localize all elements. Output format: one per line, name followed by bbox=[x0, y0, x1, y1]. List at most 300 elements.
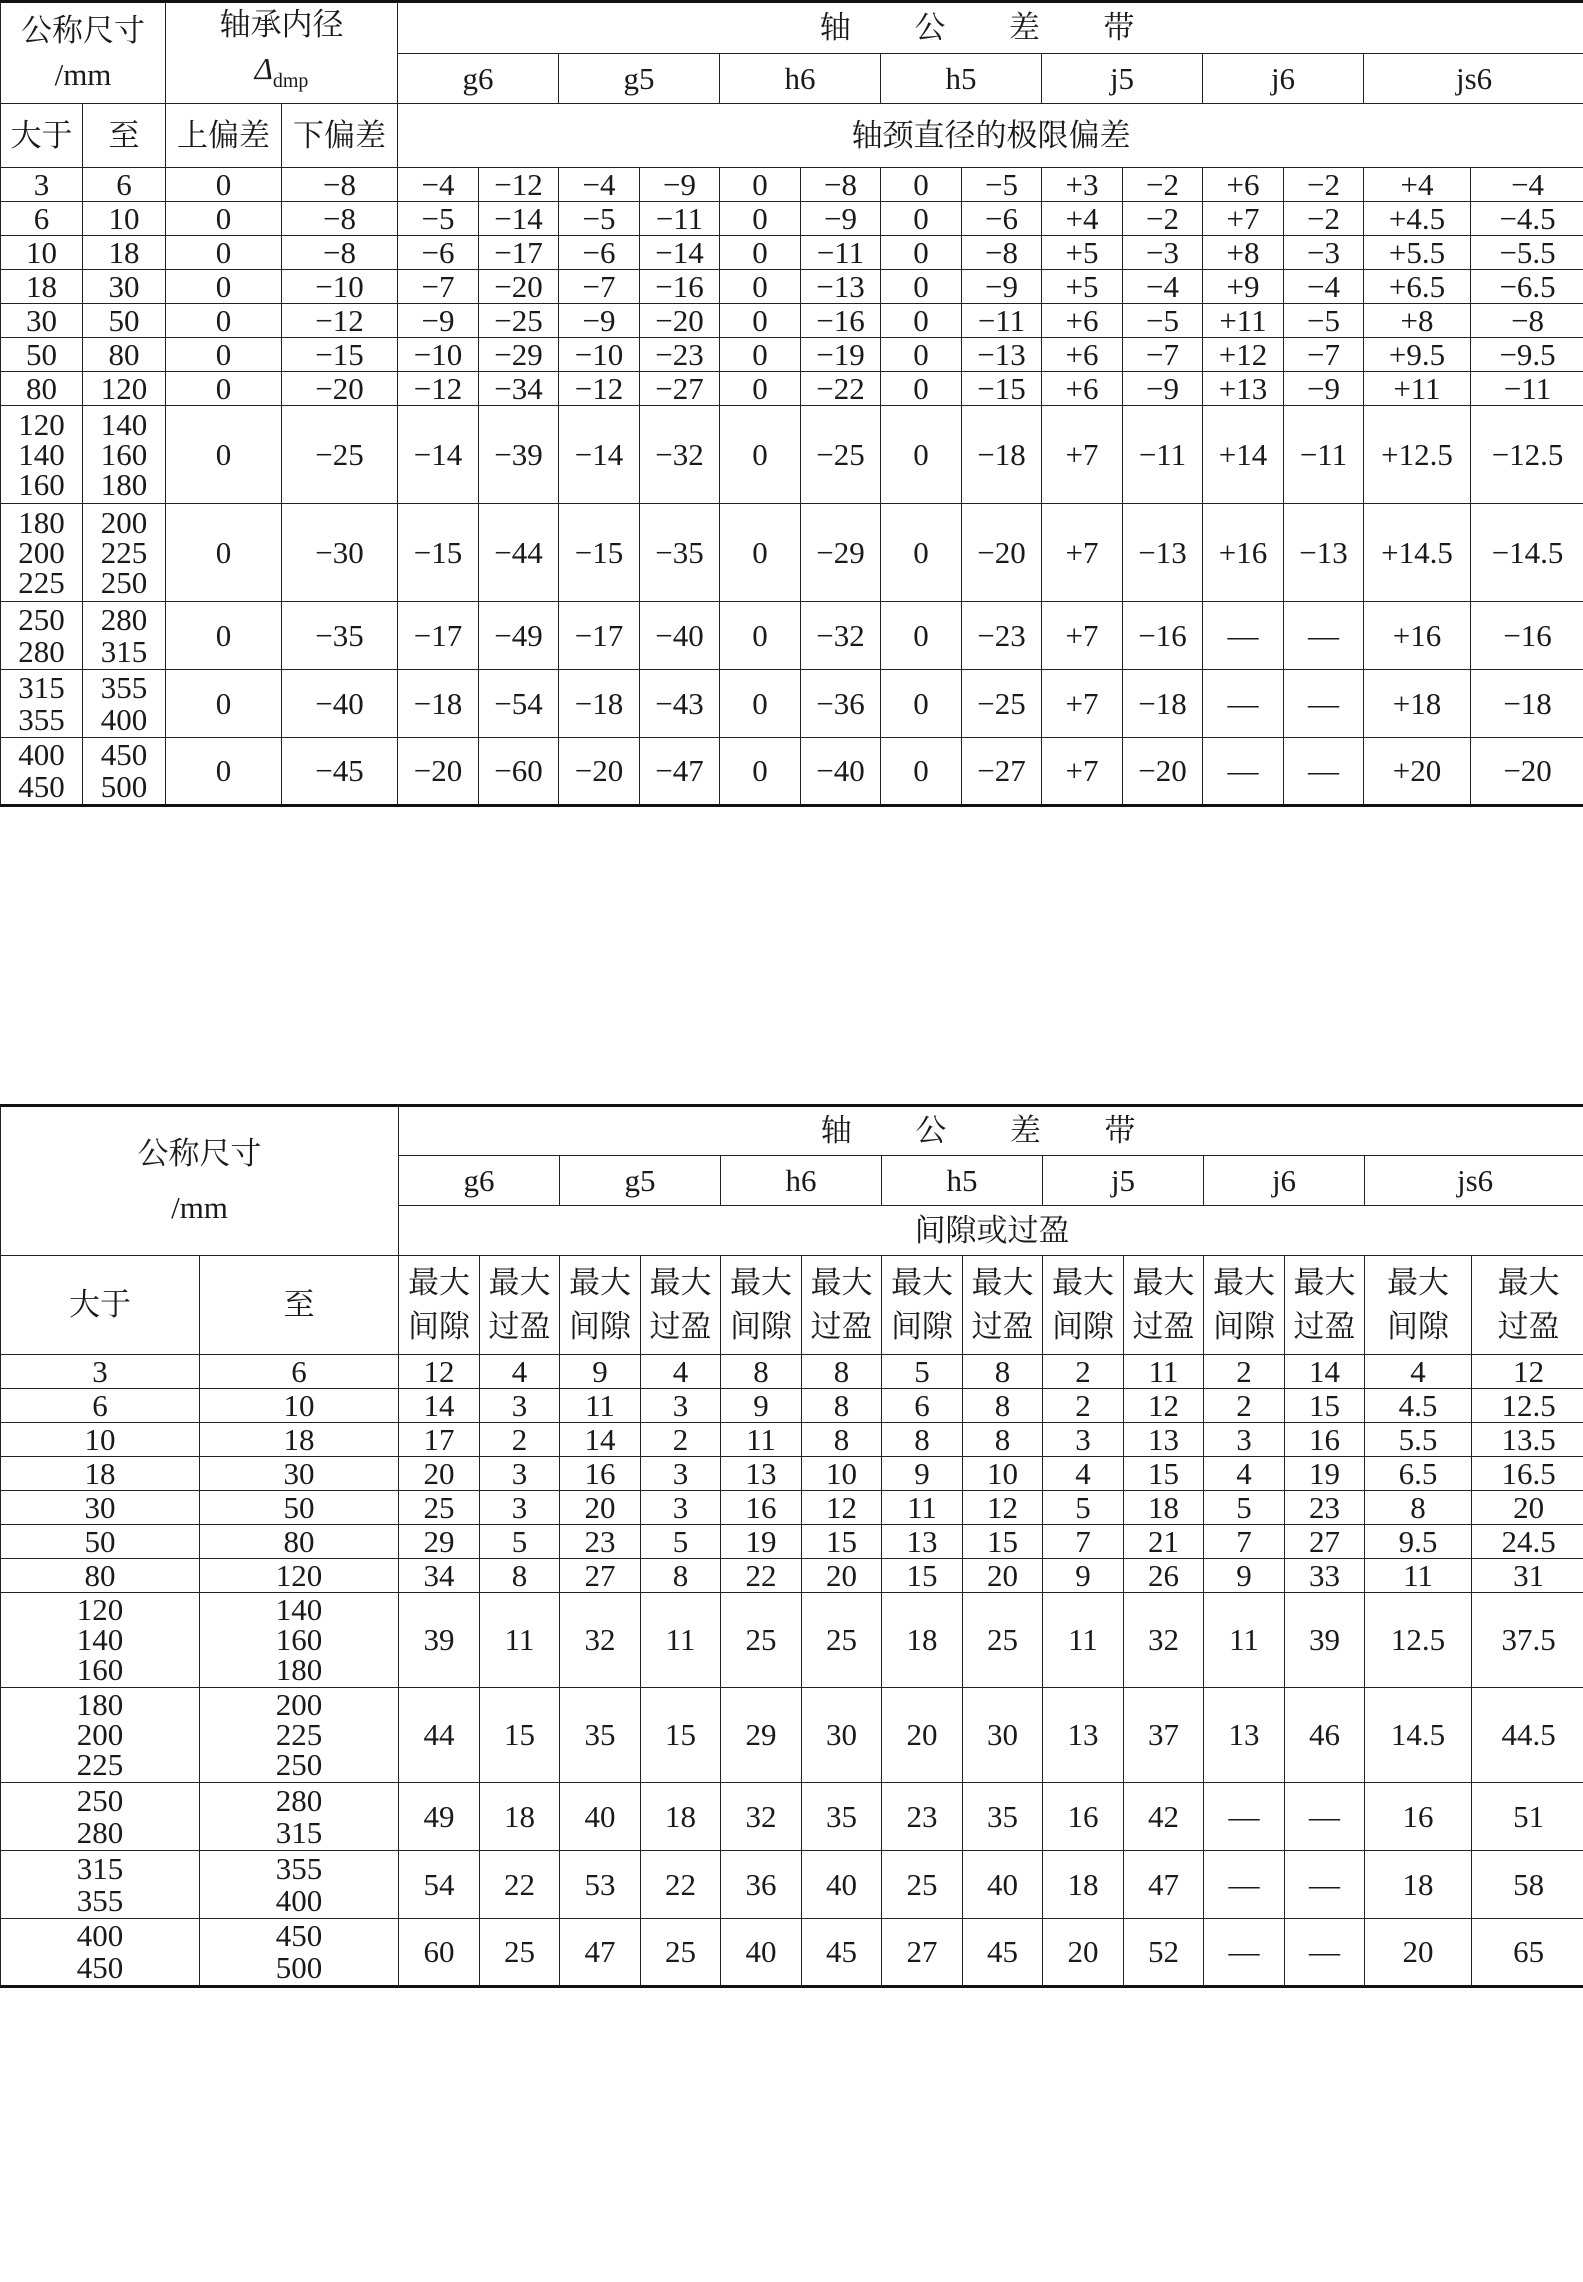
value-cell: 9 bbox=[1204, 1559, 1285, 1593]
value-cell: −7 bbox=[1284, 338, 1364, 372]
value-cell: +6 bbox=[1203, 168, 1284, 202]
value-cell: 14 bbox=[1285, 1355, 1365, 1389]
value-cell: 33 bbox=[1285, 1559, 1365, 1593]
value-cell: 9 bbox=[1043, 1559, 1124, 1593]
table-row bbox=[1, 738, 1583, 806]
value-cell: 30 bbox=[802, 1688, 882, 1783]
value-cell: −25 bbox=[962, 670, 1042, 738]
band-js6: js6 bbox=[1365, 1156, 1583, 1206]
value-cell: +7 bbox=[1203, 202, 1284, 236]
value-cell: 16 bbox=[721, 1491, 802, 1525]
value-cell: 19 bbox=[1285, 1457, 1365, 1491]
value-cell: −20 bbox=[559, 738, 640, 806]
value-cell: 4 bbox=[1204, 1457, 1285, 1491]
value-cell: −13 bbox=[1284, 504, 1364, 602]
size-to-cell: 355 400 bbox=[83, 670, 166, 738]
size-over-cell: 80 bbox=[1, 1559, 200, 1593]
value-cell: +16 bbox=[1364, 602, 1471, 670]
value-cell: −25 bbox=[479, 304, 559, 338]
value-cell: −11 bbox=[1284, 406, 1364, 504]
value-cell: — bbox=[1285, 1783, 1365, 1851]
value-cell: 8 bbox=[1365, 1491, 1472, 1525]
value-cell: 0 bbox=[166, 270, 282, 304]
value-cell: 35 bbox=[560, 1688, 641, 1783]
value-cell: 0 bbox=[166, 304, 282, 338]
value-cell: 42 bbox=[1124, 1783, 1204, 1851]
value-cell: −44 bbox=[479, 504, 559, 602]
value-cell: 16 bbox=[560, 1457, 641, 1491]
value-cell: 0 bbox=[720, 738, 801, 806]
value-cell: 16 bbox=[1285, 1423, 1365, 1457]
size-over-cell: 6 bbox=[1, 1389, 200, 1423]
max-clearance-header: 最大 间隙 bbox=[882, 1256, 963, 1355]
max-clearance-header: 最大 间隙 bbox=[399, 1256, 480, 1355]
value-cell: 0 bbox=[166, 504, 282, 602]
size-to-cell: 10 bbox=[200, 1389, 399, 1423]
value-cell: −12 bbox=[282, 304, 398, 338]
value-cell: 39 bbox=[399, 1593, 480, 1688]
value-cell: 11 bbox=[1204, 1593, 1285, 1688]
value-cell: 0 bbox=[720, 304, 801, 338]
table-row bbox=[1, 670, 1583, 738]
value-cell: 0 bbox=[881, 372, 962, 406]
value-cell: −15 bbox=[398, 504, 479, 602]
value-cell: 5 bbox=[1043, 1491, 1124, 1525]
value-cell: 4 bbox=[641, 1355, 721, 1389]
value-cell: +11 bbox=[1364, 372, 1471, 406]
value-cell: −3 bbox=[1123, 236, 1203, 270]
value-cell: 20 bbox=[560, 1491, 641, 1525]
table-row bbox=[1, 304, 1583, 338]
value-cell: — bbox=[1204, 1851, 1285, 1919]
value-cell: 27 bbox=[882, 1919, 963, 1987]
size-over-cell: 400 450 bbox=[1, 1919, 200, 1987]
value-cell: 11 bbox=[721, 1423, 802, 1457]
value-cell: +8 bbox=[1364, 304, 1471, 338]
value-cell: 4 bbox=[1365, 1355, 1472, 1389]
value-cell: 3 bbox=[480, 1457, 560, 1491]
value-cell: 15 bbox=[1124, 1457, 1204, 1491]
value-cell: −35 bbox=[282, 602, 398, 670]
value-cell: 34 bbox=[399, 1559, 480, 1593]
value-cell: 3 bbox=[1204, 1423, 1285, 1457]
value-cell: −13 bbox=[801, 270, 881, 304]
size-over-cell: 10 bbox=[1, 1423, 200, 1457]
value-cell: −20 bbox=[282, 372, 398, 406]
band-js6: js6 bbox=[1364, 54, 1583, 104]
size-over-cell: 3 bbox=[1, 1355, 200, 1389]
value-cell: +20 bbox=[1364, 738, 1471, 806]
value-cell: 22 bbox=[641, 1851, 721, 1919]
value-cell: 0 bbox=[720, 202, 801, 236]
value-cell: 12 bbox=[963, 1491, 1043, 1525]
value-cell: −5 bbox=[559, 202, 640, 236]
value-cell: 0 bbox=[881, 738, 962, 806]
value-cell: −9.5 bbox=[1471, 338, 1583, 372]
value-cell: 4 bbox=[1043, 1457, 1124, 1491]
value-cell: −5.5 bbox=[1471, 236, 1583, 270]
value-cell: 6.5 bbox=[1365, 1457, 1472, 1491]
value-cell: 20 bbox=[963, 1559, 1043, 1593]
value-cell: −13 bbox=[1123, 504, 1203, 602]
value-cell: +14.5 bbox=[1364, 504, 1471, 602]
max-interference-header: 最大 过盈 bbox=[1285, 1256, 1365, 1355]
value-cell: −14 bbox=[640, 236, 720, 270]
value-cell: +7 bbox=[1042, 670, 1123, 738]
size-over-cell: 18 bbox=[1, 1457, 200, 1491]
value-cell: 0 bbox=[720, 372, 801, 406]
band-j6: j6 bbox=[1204, 1156, 1365, 1206]
value-cell: 14 bbox=[399, 1389, 480, 1423]
value-cell: −60 bbox=[479, 738, 559, 806]
value-cell: 58 bbox=[1472, 1851, 1583, 1919]
size-to-cell: 120 bbox=[83, 372, 166, 406]
size-to-cell: 280 315 bbox=[200, 1783, 399, 1851]
value-cell: 0 bbox=[720, 670, 801, 738]
value-cell: −2 bbox=[1123, 202, 1203, 236]
value-cell: 16.5 bbox=[1472, 1457, 1583, 1491]
value-cell: 37 bbox=[1124, 1688, 1204, 1783]
value-cell: −11 bbox=[1471, 372, 1583, 406]
value-cell: +6 bbox=[1042, 304, 1123, 338]
size-to-cell: 6 bbox=[200, 1355, 399, 1389]
value-cell: 12.5 bbox=[1472, 1389, 1583, 1423]
value-cell: 0 bbox=[881, 202, 962, 236]
value-cell: 5 bbox=[1204, 1491, 1285, 1525]
value-cell: +8 bbox=[1203, 236, 1284, 270]
value-cell: −17 bbox=[479, 236, 559, 270]
value-cell: — bbox=[1285, 1851, 1365, 1919]
value-cell: 13 bbox=[1043, 1688, 1124, 1783]
size-over-cell: 50 bbox=[1, 338, 83, 372]
value-cell: 51 bbox=[1472, 1783, 1583, 1851]
max-interference-header: 最大 过盈 bbox=[1472, 1256, 1583, 1355]
value-cell: −8 bbox=[801, 168, 881, 202]
value-cell: −8 bbox=[282, 168, 398, 202]
value-cell: 3 bbox=[480, 1491, 560, 1525]
value-cell: — bbox=[1204, 1919, 1285, 1987]
value-cell: 9 bbox=[721, 1389, 802, 1423]
tolerance-band-header: 轴 公 差 带 bbox=[398, 2, 1583, 54]
value-cell: 0 bbox=[166, 372, 282, 406]
value-cell: 6 bbox=[882, 1389, 963, 1423]
value-cell: −32 bbox=[801, 602, 881, 670]
value-cell: +5.5 bbox=[1364, 236, 1471, 270]
value-cell: −7 bbox=[1123, 338, 1203, 372]
table-row bbox=[1, 1457, 1583, 1491]
value-cell: 20 bbox=[1472, 1491, 1583, 1525]
value-cell: 15 bbox=[963, 1525, 1043, 1559]
value-cell: −11 bbox=[801, 236, 881, 270]
max-interference-header: 最大 过盈 bbox=[480, 1256, 560, 1355]
value-cell: −45 bbox=[282, 738, 398, 806]
value-cell: 0 bbox=[881, 504, 962, 602]
size-over-cell: 3 bbox=[1, 168, 83, 202]
value-cell: −2 bbox=[1284, 168, 1364, 202]
deviation-table bbox=[0, 0, 1583, 807]
value-cell: 13.5 bbox=[1472, 1423, 1583, 1457]
nominal-size-header: 公称尺寸 /mm bbox=[1, 2, 166, 104]
upper-deviation-header: 上偏差 bbox=[166, 104, 282, 168]
table-row bbox=[1, 1593, 1583, 1688]
value-cell: 0 bbox=[881, 304, 962, 338]
band-h6: h6 bbox=[720, 54, 881, 104]
value-cell: 25 bbox=[480, 1919, 560, 1987]
value-cell: −29 bbox=[479, 338, 559, 372]
value-cell: 0 bbox=[166, 602, 282, 670]
size-to-cell: 50 bbox=[83, 304, 166, 338]
value-cell: — bbox=[1284, 670, 1364, 738]
value-cell: 11 bbox=[1043, 1593, 1124, 1688]
size-over-cell: 250 280 bbox=[1, 602, 83, 670]
fit-table bbox=[0, 1104, 1583, 1988]
value-cell: 54 bbox=[399, 1851, 480, 1919]
value-cell: 3 bbox=[480, 1389, 560, 1423]
table-row bbox=[1, 406, 1583, 504]
value-cell: 11 bbox=[1365, 1559, 1472, 1593]
value-cell: 0 bbox=[881, 236, 962, 270]
value-cell: 45 bbox=[802, 1919, 882, 1987]
value-cell: 10 bbox=[963, 1457, 1043, 1491]
size-to-cell: 140 160 180 bbox=[200, 1593, 399, 1688]
value-cell: 0 bbox=[720, 504, 801, 602]
value-cell: 13 bbox=[1124, 1423, 1204, 1457]
value-cell: +18 bbox=[1364, 670, 1471, 738]
value-cell: 16 bbox=[1365, 1783, 1472, 1851]
value-cell: 22 bbox=[721, 1559, 802, 1593]
value-cell: 18 bbox=[1124, 1491, 1204, 1525]
value-cell: 8 bbox=[802, 1423, 882, 1457]
value-cell: +3 bbox=[1042, 168, 1123, 202]
value-cell: 23 bbox=[1285, 1491, 1365, 1525]
value-cell: −54 bbox=[479, 670, 559, 738]
value-cell: 32 bbox=[721, 1783, 802, 1851]
value-cell: 0 bbox=[720, 338, 801, 372]
table-row bbox=[1, 1355, 1583, 1389]
value-cell: +11 bbox=[1203, 304, 1284, 338]
value-cell: 29 bbox=[399, 1525, 480, 1559]
value-cell: +12 bbox=[1203, 338, 1284, 372]
value-cell: −36 bbox=[801, 670, 881, 738]
band-h5: h5 bbox=[882, 1156, 1043, 1206]
value-cell: 8 bbox=[963, 1389, 1043, 1423]
to-header: 至 bbox=[200, 1256, 399, 1355]
value-cell: −2 bbox=[1284, 202, 1364, 236]
band-g5: g5 bbox=[559, 54, 720, 104]
value-cell: −25 bbox=[801, 406, 881, 504]
value-cell: +7 bbox=[1042, 738, 1123, 806]
value-cell: −9 bbox=[1284, 372, 1364, 406]
size-over-cell: 400 450 bbox=[1, 738, 83, 806]
size-to-cell: 50 bbox=[200, 1491, 399, 1525]
value-cell: 2 bbox=[480, 1423, 560, 1457]
table-row bbox=[1, 236, 1583, 270]
value-cell: −4 bbox=[398, 168, 479, 202]
bearing-bore-header: 轴承内径 $\Delta_{dmp}$ bbox=[166, 2, 398, 104]
value-cell: −17 bbox=[559, 602, 640, 670]
value-cell: +13 bbox=[1203, 372, 1284, 406]
value-cell: −6 bbox=[962, 202, 1042, 236]
value-cell: −8 bbox=[282, 202, 398, 236]
value-cell: 25 bbox=[882, 1851, 963, 1919]
table-row bbox=[1, 372, 1583, 406]
value-cell: 21 bbox=[1124, 1525, 1204, 1559]
deviation-title: 轴颈直径的极限偏差 bbox=[398, 104, 1583, 168]
size-over-cell: 50 bbox=[1, 1525, 200, 1559]
value-cell: 60 bbox=[399, 1919, 480, 1987]
value-cell: −10 bbox=[282, 270, 398, 304]
size-over-cell: 30 bbox=[1, 304, 83, 338]
table-header bbox=[1, 2, 1583, 168]
value-cell: 18 bbox=[1043, 1851, 1124, 1919]
value-cell: −5 bbox=[962, 168, 1042, 202]
band-g6: g6 bbox=[398, 54, 559, 104]
value-cell: 25 bbox=[399, 1491, 480, 1525]
value-cell: 20 bbox=[1043, 1919, 1124, 1987]
value-cell: 11 bbox=[882, 1491, 963, 1525]
value-cell: −9 bbox=[398, 304, 479, 338]
value-cell: −23 bbox=[962, 602, 1042, 670]
size-to-cell: 80 bbox=[200, 1525, 399, 1559]
value-cell: 47 bbox=[1124, 1851, 1204, 1919]
size-to-cell: 120 bbox=[200, 1559, 399, 1593]
value-cell: −7 bbox=[398, 270, 479, 304]
value-cell: 12 bbox=[802, 1491, 882, 1525]
value-cell: −6 bbox=[559, 236, 640, 270]
value-cell: −20 bbox=[479, 270, 559, 304]
value-cell: 15 bbox=[641, 1688, 721, 1783]
value-cell: +7 bbox=[1042, 602, 1123, 670]
value-cell: 16 bbox=[1043, 1783, 1124, 1851]
value-cell: 40 bbox=[721, 1919, 802, 1987]
size-over-cell: 315 355 bbox=[1, 1851, 200, 1919]
value-cell: +16 bbox=[1203, 504, 1284, 602]
table-row bbox=[1, 1559, 1583, 1593]
value-cell: −8 bbox=[282, 236, 398, 270]
value-cell: −40 bbox=[282, 670, 398, 738]
value-cell: 15 bbox=[1285, 1389, 1365, 1423]
value-cell: +4 bbox=[1042, 202, 1123, 236]
value-cell: +4.5 bbox=[1364, 202, 1471, 236]
value-cell: 0 bbox=[166, 670, 282, 738]
value-cell: 8 bbox=[802, 1355, 882, 1389]
size-to-cell: 30 bbox=[200, 1457, 399, 1491]
value-cell: 39 bbox=[1285, 1593, 1365, 1688]
value-cell: 3 bbox=[641, 1389, 721, 1423]
value-cell: −20 bbox=[1123, 738, 1203, 806]
value-cell: 18 bbox=[882, 1593, 963, 1688]
value-cell: 0 bbox=[166, 202, 282, 236]
band-j5: j5 bbox=[1043, 1156, 1204, 1206]
band-h6: h6 bbox=[721, 1156, 882, 1206]
table-row bbox=[1, 1688, 1583, 1783]
value-cell: −9 bbox=[801, 202, 881, 236]
value-cell: 5.5 bbox=[1365, 1423, 1472, 1457]
value-cell: 0 bbox=[881, 338, 962, 372]
value-cell: 8 bbox=[882, 1423, 963, 1457]
max-interference-header: 最大 过盈 bbox=[1124, 1256, 1204, 1355]
band-j6: j6 bbox=[1203, 54, 1364, 104]
max-clearance-header: 最大 间隙 bbox=[1043, 1256, 1124, 1355]
value-cell: 18 bbox=[1365, 1851, 1472, 1919]
value-cell: 27 bbox=[1285, 1525, 1365, 1559]
value-cell: 0 bbox=[166, 406, 282, 504]
value-cell: 13 bbox=[882, 1525, 963, 1559]
value-cell: — bbox=[1284, 738, 1364, 806]
value-cell: 45 bbox=[963, 1919, 1043, 1987]
value-cell: 10 bbox=[802, 1457, 882, 1491]
size-to-cell: 30 bbox=[83, 270, 166, 304]
size-to-cell: 280 315 bbox=[83, 602, 166, 670]
value-cell: 40 bbox=[802, 1851, 882, 1919]
value-cell: −23 bbox=[640, 338, 720, 372]
value-cell: −6 bbox=[398, 236, 479, 270]
value-cell: 15 bbox=[882, 1559, 963, 1593]
value-cell: 5 bbox=[480, 1525, 560, 1559]
value-cell: 40 bbox=[963, 1851, 1043, 1919]
value-cell: 0 bbox=[881, 168, 962, 202]
value-cell: 31 bbox=[1472, 1559, 1583, 1593]
value-cell: 40 bbox=[560, 1783, 641, 1851]
size-over-cell: 180 200 225 bbox=[1, 1688, 200, 1783]
value-cell: 20 bbox=[882, 1688, 963, 1783]
size-to-cell: 355 400 bbox=[200, 1851, 399, 1919]
value-cell: +9.5 bbox=[1364, 338, 1471, 372]
lower-deviation-header: 下偏差 bbox=[282, 104, 398, 168]
value-cell: −40 bbox=[640, 602, 720, 670]
value-cell: 32 bbox=[1124, 1593, 1204, 1688]
value-cell: 37.5 bbox=[1472, 1593, 1583, 1688]
value-cell: 35 bbox=[963, 1783, 1043, 1851]
size-over-cell: 120 140 160 bbox=[1, 406, 83, 504]
value-cell: −15 bbox=[962, 372, 1042, 406]
value-cell: +6 bbox=[1042, 338, 1123, 372]
value-cell: — bbox=[1203, 738, 1284, 806]
band-g5: g5 bbox=[560, 1156, 721, 1206]
value-cell: −29 bbox=[801, 504, 881, 602]
value-cell: −11 bbox=[962, 304, 1042, 338]
value-cell: 7 bbox=[1043, 1525, 1124, 1559]
value-cell: −49 bbox=[479, 602, 559, 670]
value-cell: +6 bbox=[1042, 372, 1123, 406]
value-cell: 0 bbox=[881, 670, 962, 738]
value-cell: +7 bbox=[1042, 504, 1123, 602]
table-row bbox=[1, 202, 1583, 236]
value-cell: −16 bbox=[801, 304, 881, 338]
value-cell: −47 bbox=[640, 738, 720, 806]
band-j5: j5 bbox=[1042, 54, 1203, 104]
value-cell: 14.5 bbox=[1365, 1688, 1472, 1783]
value-cell: 0 bbox=[881, 602, 962, 670]
value-cell: −20 bbox=[1471, 738, 1583, 806]
value-cell: −7 bbox=[559, 270, 640, 304]
value-cell: 20 bbox=[399, 1457, 480, 1491]
band-h5: h5 bbox=[881, 54, 1042, 104]
tolerance-band-header: 轴 公 差 带 bbox=[399, 1106, 1583, 1156]
value-cell: −35 bbox=[640, 504, 720, 602]
value-cell: 5 bbox=[641, 1525, 721, 1559]
size-over-cell: 120 140 160 bbox=[1, 1593, 200, 1688]
value-cell: −18 bbox=[559, 670, 640, 738]
value-cell: −27 bbox=[640, 372, 720, 406]
value-cell: +6.5 bbox=[1364, 270, 1471, 304]
size-to-cell: 18 bbox=[83, 236, 166, 270]
value-cell: −20 bbox=[962, 504, 1042, 602]
size-to-cell: 450 500 bbox=[83, 738, 166, 806]
table-body bbox=[1, 1355, 1583, 1987]
value-cell: 0 bbox=[720, 406, 801, 504]
value-cell: 25 bbox=[802, 1593, 882, 1688]
